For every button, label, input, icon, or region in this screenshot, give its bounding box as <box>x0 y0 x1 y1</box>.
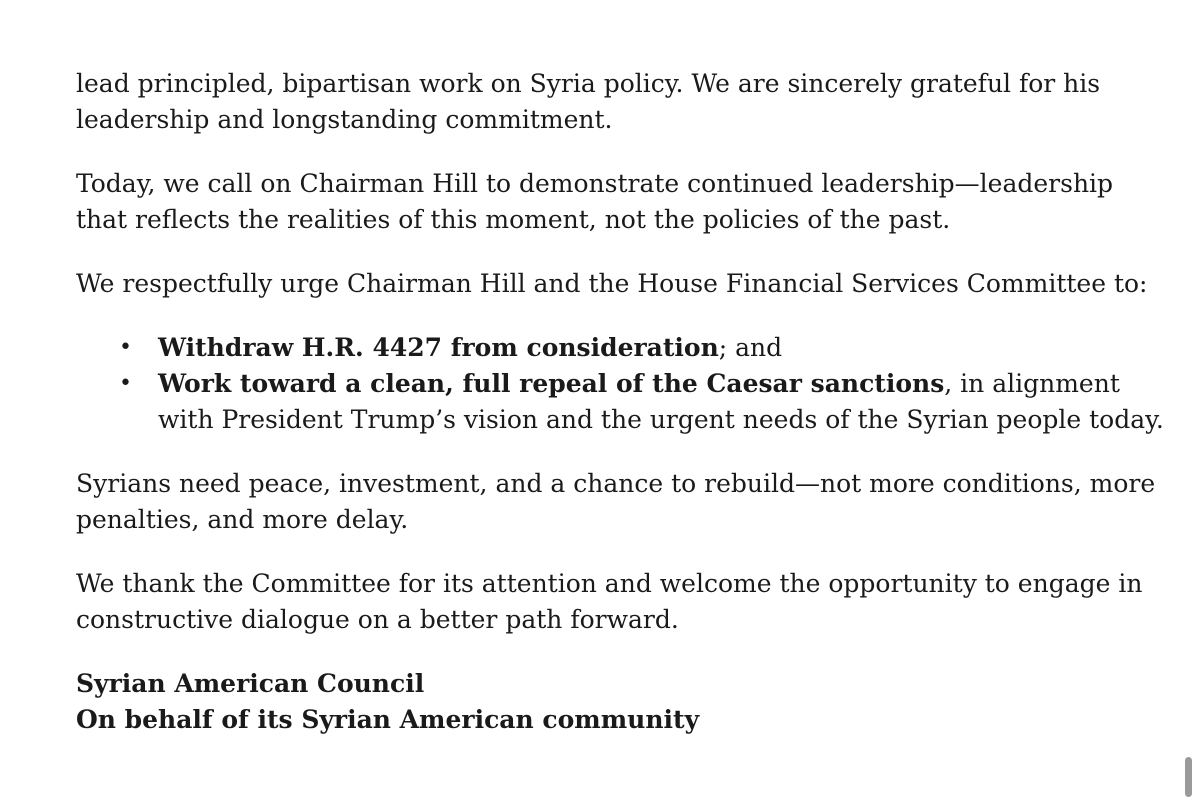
paragraph-thanks: We thank the Committee for its attention and welcome the opportunity to engage in constructive dialogue on a better path forward. <box>76 569 1143 634</box>
request-repeal-rest: , in alignment with President Trump’s vision and the urgent needs of the Syrian people today. <box>158 369 1164 434</box>
paragraph-syrians-need: Syrians need peace, investment, and a chance to rebuild—not more conditions, more penalties, and more delay. <box>76 469 1156 534</box>
letter-body <box>76 66 1166 738</box>
request-withdraw-bold: Withdraw H.R. 4427 from consideration <box>158 333 719 362</box>
paragraph-urge-intro: We respectfully urge Chairman Hill and the House Financial Services Committee to: <box>76 269 1148 298</box>
paragraph-gratitude: lead principled, bipartisan work on Syria policy. We are sincerely grateful for his leadership and longstanding commitment. <box>76 69 1101 134</box>
request-list <box>76 330 1166 438</box>
bullet-icon: • <box>119 371 132 396</box>
signature-organization: Syrian American Council <box>76 669 425 698</box>
request-repeal-bold: Work toward a clean, full repeal of the Caesar sanctions <box>158 369 945 398</box>
scrollbar-thumb[interactable] <box>1185 757 1192 797</box>
paragraph-call-to-leadership: Today, we call on Chairman Hill to demonstrate continued leadership—leadership that reflects the realities of this moment, not the policies of the past. <box>76 169 1114 234</box>
request-item-withdraw <box>76 330 1166 366</box>
signature-block <box>76 666 1166 738</box>
request-item-repeal <box>76 366 1166 438</box>
request-withdraw-rest: ; and <box>718 333 783 362</box>
signature-behalf-line: On behalf of its Syrian American community <box>76 705 700 734</box>
bullet-icon: • <box>119 335 132 360</box>
